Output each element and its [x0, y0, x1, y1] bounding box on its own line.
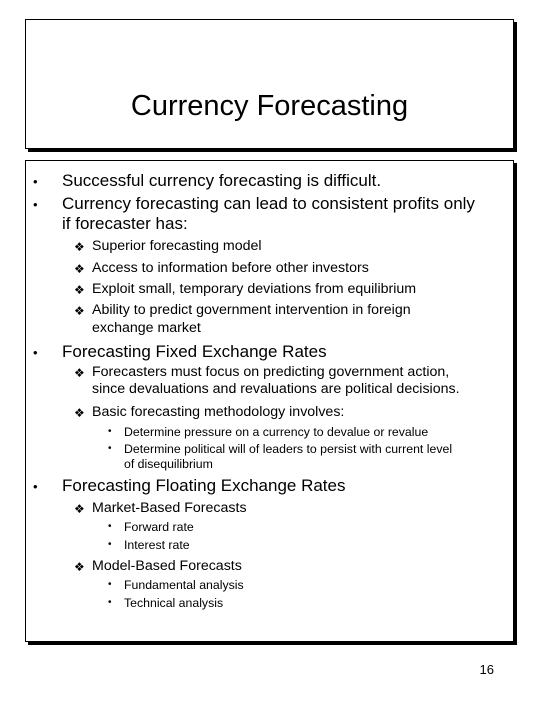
bullet-marker: • — [108, 521, 112, 532]
sub-item-text: Basic forecasting methodology involves: — [92, 404, 345, 420]
bullet-marker: • — [33, 345, 38, 360]
diamond-bullet-icon: ❖ — [74, 240, 85, 254]
sub-sub-item-text-continued: of disequilibrium — [124, 457, 213, 471]
bullet-marker: • — [108, 539, 112, 550]
sub-item-text: Model-Based Forecasts — [92, 558, 242, 574]
sub-sub-item — [108, 520, 194, 534]
diamond-bullet-icon: ❖ — [74, 560, 85, 574]
bullet-marker: • — [33, 197, 38, 212]
sub-item-text: Superior forecasting model — [92, 238, 262, 254]
bullet-text-continued: if forecaster has: — [62, 214, 188, 233]
bullet-text: Successful currency forecasting is difficult. — [62, 171, 382, 190]
bullet-item — [33, 171, 382, 191]
sub-item-text: Ability to predict government intervention in foreign — [92, 302, 411, 318]
sub-item-text-continued: exchange market — [92, 320, 201, 336]
sub-item-text: Access to information before other investors — [92, 260, 369, 276]
sub-sub-item-text: Fundamental analysis — [124, 578, 244, 592]
section-heading-fixed: Forecasting Fixed Exchange Rates — [62, 342, 327, 361]
bullet-marker: • — [33, 479, 38, 494]
sub-item-text: Market-Based Forecasts — [92, 500, 247, 516]
diamond-bullet-icon: ❖ — [74, 304, 85, 318]
sub-sub-item-text: Technical analysis — [124, 596, 224, 610]
title-box — [25, 19, 514, 149]
sub-item-text: Forecasters must focus on predicting government action, — [92, 364, 450, 380]
sub-item-text: Exploit small, temporary deviations from equilibrium — [92, 281, 417, 297]
section-heading-floating: Forecasting Floating Exchange Rates — [62, 476, 346, 495]
slide-title: Currency Forecasting — [130, 90, 409, 122]
sub-item-text-continued: since devaluations and revaluations are political decisions. — [92, 381, 460, 397]
sub-sub-item — [108, 538, 190, 552]
sub-sub-item — [108, 578, 244, 592]
sub-item — [74, 558, 242, 574]
sub-item — [74, 238, 262, 254]
sub-sub-item — [108, 442, 453, 456]
diamond-bullet-icon: ❖ — [74, 262, 85, 276]
bullet-marker: • — [108, 426, 112, 437]
diamond-bullet-icon: ❖ — [74, 283, 85, 297]
sub-item — [74, 302, 411, 318]
sub-sub-item-text: Forward rate — [124, 520, 194, 534]
sub-sub-item-text: Determine political will of leaders to persist with current level — [124, 442, 453, 456]
sub-item — [74, 500, 247, 516]
bullet-marker: • — [108, 443, 112, 454]
diamond-bullet-icon: ❖ — [74, 406, 85, 420]
bullet-text: Currency forecasting can lead to consistent profits only — [62, 194, 475, 213]
sub-sub-item — [108, 425, 429, 439]
sub-sub-item — [108, 596, 224, 610]
diamond-bullet-icon: ❖ — [74, 502, 85, 516]
page-number: 16 — [479, 662, 494, 677]
bullet-item — [33, 342, 327, 362]
bullet-marker: • — [33, 174, 38, 189]
bullet-item — [33, 194, 475, 214]
sub-item — [74, 260, 369, 276]
sub-sub-item-text: Interest rate — [124, 538, 190, 552]
bullet-marker: • — [108, 597, 112, 608]
sub-sub-item-text: Determine pressure on a currency to devalue or revalue — [124, 425, 429, 439]
sub-item — [74, 364, 450, 380]
sub-item — [74, 281, 417, 297]
sub-item — [74, 404, 345, 420]
diamond-bullet-icon: ❖ — [74, 366, 85, 380]
content-box — [25, 160, 514, 642]
bullet-marker: • — [108, 579, 112, 590]
bullet-item — [33, 476, 346, 496]
